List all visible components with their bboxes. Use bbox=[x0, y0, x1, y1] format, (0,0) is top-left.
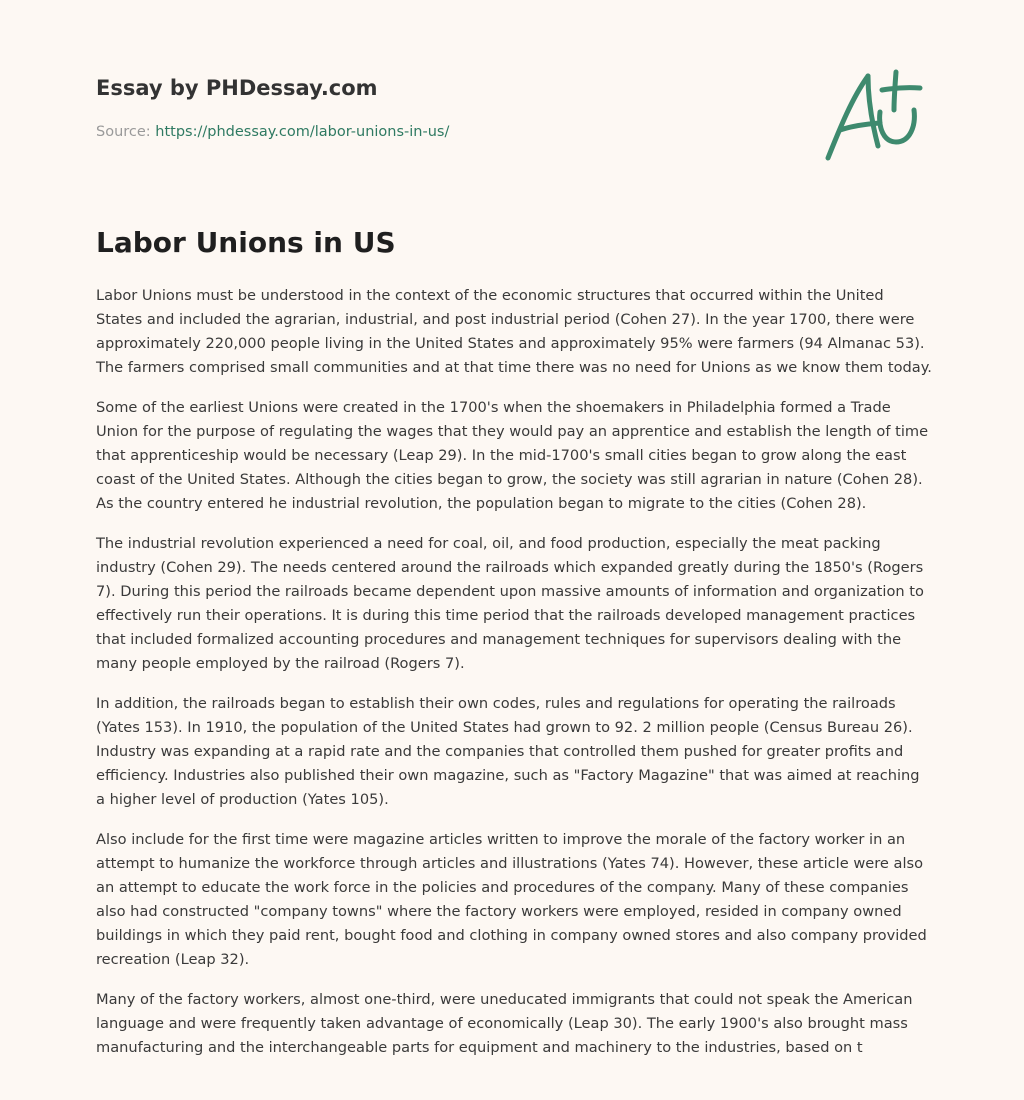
source-link[interactable]: https://phdessay.com/labor-unions-in-us/ bbox=[155, 124, 450, 140]
essay-paragraph: The industrial revolution experienced a need for coal, oil, and food production, especially the meat packing industry (Cohen 29). The needs centered around the railroads which expanded greatly during the 1850's (Rogers 7). During this period the railroads became dependent upon massive amounts of information and organization to effectively run their operations. It is during this time period that the railroads developed management practices that included formalized accounting procedures and management techniques for supervisors dealing with the many people employed by the railroad (Rogers 7). bbox=[96, 535, 924, 672]
a-plus-logo-icon bbox=[822, 68, 926, 164]
essay-title: Labor Unions in US bbox=[96, 226, 396, 259]
source-label: Source: bbox=[96, 124, 151, 140]
essay-paragraph: Many of the factory workers, almost one-third, were uneducated immigrants that could not speak the American language and were frequently taken advantage of economically (Leap 30). The early 1900's also brought mass manufacturing and the interchangeable parts for equipment and machinery to the industries, based on t bbox=[96, 991, 913, 1056]
essay-paragraph: Also include for the first time were magazine articles written to improve the morale of the factory worker in an attempt to humanize the workforce through articles and illustrations (Yates 74). However, these article were also an attempt to educate the work force in the policies and procedures of the company. Many of these companies also had constructed "company towns" where the factory workers were employed, resided in company owned buildings in which they paid rent, bought food and clothing in company owned stores and also company provided recreation (Leap 32). bbox=[96, 831, 927, 968]
source-line bbox=[96, 124, 449, 140]
essay-paragraph: Some of the earliest Unions were created in the 1700's when the shoemakers in Philadelphia formed a Trade Union for the purpose of regulating the wages that they would pay an apprentice and establish the length of time that apprenticeship would be necessary (Leap 29). In the mid-1700's small cities began to grow along the east coast of the United States. Although the cities began to grow, the society was still agrarian in nature (Cohen 28). As the country entered he industrial revolution, the population began to migrate to the cities (Cohen 28). bbox=[96, 399, 929, 512]
essay-paragraph: In addition, the railroads began to establish their own codes, rules and regulations for operating the railroads (Yates 153). In 1910, the population of the United States had grown to 92. 2 million people (Census Bureau 26). Industry was expanding at a rapid rate and the companies that controlled them pushed for greater profits and efficiency. Industries also published their own magazine, such as "Factory Magazine" that was aimed at reaching a higher level of production (Yates 105). bbox=[96, 695, 920, 808]
essay-paragraph: Labor Unions must be understood in the context of the economic structures that occurred within the United States and included the agrarian, industrial, and post industrial period (Cohen 27). In the year 1700, there were approximately 220,000 people living in the United States and approximately 95% were farmers (94 Almanac 53). The farmers comprised small communities and at that time there was no need for Unions as we know them today. bbox=[96, 287, 932, 376]
essay-body bbox=[96, 284, 932, 1076]
site-title: Essay by PHDessay.com bbox=[96, 76, 378, 100]
